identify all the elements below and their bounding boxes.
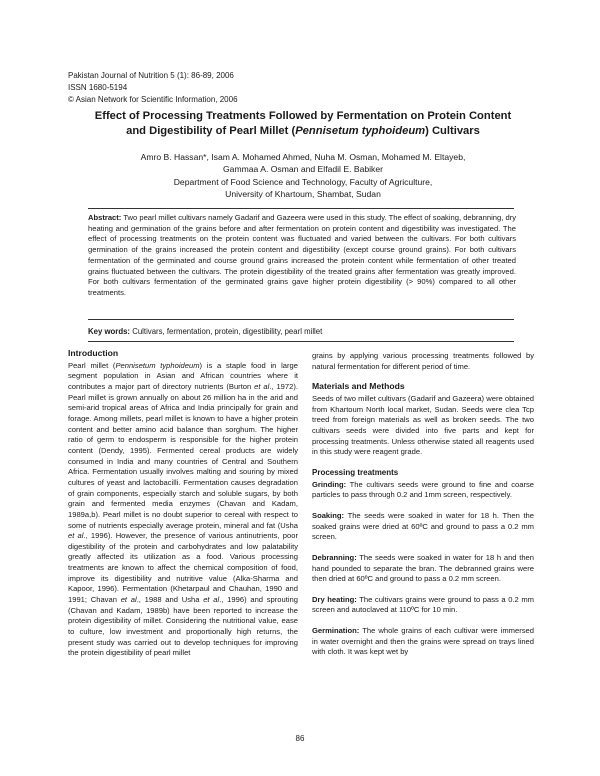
grinding-paragraph: Grinding: The cultivars seeds were ground to fine and coarse particles to pass through 0.2 and 1mm screen, respectively. [312, 479, 534, 500]
introduction-heading: Introduction [68, 348, 119, 358]
methods-heading: Materials and Methods [312, 381, 405, 392]
introduction-continued: grains by applying various processing treatments followed by natural fermentation for different period of time. [312, 351, 534, 371]
methods-paragraph: Seeds of two millet cultivars (Gadarif and Gazeera) were obtained from Khartoum North local market, Sudan. Seeds were clea Tcp treed from foreign materials as well as broken seeds. The two cultivars seeds were divided into five parts and kept for processing treatments. Unless otherwise stated all reagents used in this study were reagent grade. [312, 393, 534, 457]
debranning-paragraph: Debranning: The seeds were soaked in water for 18 h and then hand pounded to separate the bran. The debranned grains were then dried at 60ºC and ground to pass a 0.2 mm screen. [312, 552, 534, 584]
abstract-label: Abstract: [88, 213, 122, 222]
keywords-bottom-rule [88, 341, 514, 342]
title-line-1: Effect of Processing Treatments Followed by Fermentation on Protein Content [94, 110, 512, 122]
copyright: © Asian Network for Scientific Information, 2006 [68, 95, 238, 104]
paper-title [68, 109, 538, 139]
keywords-text: Cultivars, fermentation, protein, digestibility, pearl millet [130, 327, 323, 336]
page-number: 86 [295, 734, 305, 743]
soaking-paragraph: Soaking: The seeds were soaked in water for 18 h. Then the soaked grains were dried at 60ºC and ground to pass a 0.2 mm screen. [312, 510, 534, 542]
abstract-bottom-rule [88, 319, 514, 320]
title-line-2: and Digestibility of Pearl Millet (Pennisetum typhoideum) Cultivars [126, 125, 480, 137]
author-line-2: Gammaa A. Osman and Elfadil E. Babiker [222, 164, 383, 175]
journal-header [68, 70, 238, 106]
author-block [68, 151, 538, 201]
abstract-text: Two pearl millet cultivars namely Gadarif and Gazeera were used in this study. The effect of soaking, debranning, dry heating and germination of the grains before and after fermentation on protein content and digestibility was investigated. The effect of processing treatments on the protein content was fluctuated and varied between the cultivars. For both cultivars germination of the grains increased the protein content and digestibility (except course ground grains). For both cultivars fermentation of the germinated and course ground grains increased the protein content while fermentation of other treated grains fluctuated between the cultivars. The protein digestibility of the treated grains after fermentation was greatly improved. For both cultivars fermentation of the germinated grains gave higher protein digestibility (> 90%) compared to all other treatments. [88, 213, 516, 297]
left-column [68, 348, 298, 659]
affiliation-line-2: University of Khartoum, Shambat, Sudan [225, 189, 381, 200]
introduction-paragraph: Pearl millet (Pennisetum typhoideum) is a staple food in large segment population in Asian and African countries where it contributes a major part of directory nutrients (Burton et al., 1972). Pearl millet is grown annually on about 26 million ha in the arid and semi-arid tropical areas of Africa and India principally for grain and forage. Among millets, pearl millet is known to have a higher protein content and better amino acid balance than sorghum. The higher ratio of germ to endosperm is responsible for the higher protein content (Dendy, 1995). Fermented cereal products are widely consumed in India and many countries of Central and Southern Africa. Fermentation usually involves malting and souring by mixed cultures of yeast and lactobacilli. Fermentation causes degradation of grain components, especially starch and soluble sugars, by both grain and fermented media enzymes (Chavan and Kadam, 1989a,b). Pearl millet is no doubt superior to cereal with respect to some of nutrients especially average protein, mineral and fat (Usha et al., 1996). However, the presence of various antinutrients, poor digestibility of the protein and carbohydrates and low palatability greatly affected its utilization as a food. Various processing treatments are known to affect the chemical composition of food, improve its digestibility and nutritive value (Alka-Sharma and Kapoor, 1996). Fermentation (Khetarpaul and Chauhan, 1990 and 1991; Chavan et al., 1988 and Usha et al., 1996) and sprouting (Chavan and Kadam, 1989b) have been reported to increase the protein digestibility of millet. Considering the nutritional value, ease to culture, low investment and proportionally high returns, the present study was carried out to develop techniques for improving the protein digestibility of pearl millet [68, 360, 299, 658]
keywords [88, 327, 516, 337]
germination-paragraph: Germination: The whole grains of each cultivar were immersed in water overnight and then the grains were spread on trays lined with cloth. It was kept wet by [312, 626, 534, 657]
right-column [312, 351, 534, 658]
keywords-label: Key words: [88, 327, 131, 336]
issn: ISSN 1680-5194 [68, 83, 128, 92]
journal-citation: Pakistan Journal of Nutrition 5 (1): 86-89, 2006 [68, 71, 234, 80]
affiliation-line-1: Department of Food Science and Technology, Faculty of Agriculture, [173, 176, 433, 187]
abstract-top-rule [88, 208, 514, 209]
dry-heating-paragraph: Dry heating: The cultivars grains were ground to pass a 0.2 mm screen and autoclaved at 110ºC for 10 min. [312, 594, 534, 615]
author-line-1: Amro B. Hassan*, Isam A. Mohamed Ahmed, Nuha M. Osman, Mohamed M. Eltayeb, [140, 152, 466, 162]
processing-heading: Processing treatments [312, 467, 399, 477]
abstract [88, 213, 516, 299]
